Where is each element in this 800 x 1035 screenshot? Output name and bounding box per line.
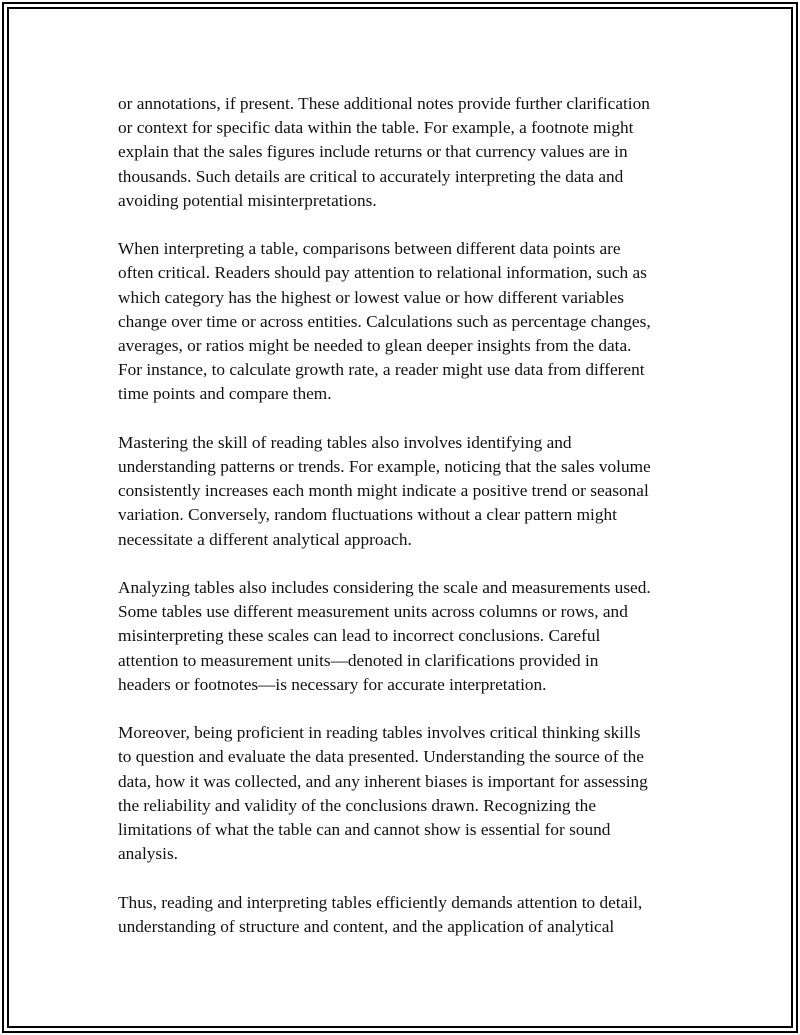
text-line: Mastering the skill of reading tables also involves identifying and — [118, 432, 572, 452]
text-line: consistently increases each month might indicate a positive trend or seasonal — [118, 481, 649, 501]
text-line: understanding patterns or trends. For example, noticing that the sales volume — [118, 457, 651, 477]
text-line: averages, or ratios might be needed to glean deeper insights from the data. — [118, 336, 632, 356]
text-line: Analyzing tables also includes considering the scale and measurements used. — [118, 578, 651, 598]
text-line: misinterpreting these scales can lead to incorrect conclusions. Careful — [118, 626, 601, 646]
text-line: When interpreting a table, comparisons between different data points are — [118, 239, 621, 259]
text-line: or context for specific data within the table. For example, a footnote might — [118, 118, 634, 138]
text-line: the reliability and validity of the conclusions drawn. Recognizing the — [118, 795, 596, 815]
text-line: necessitate a different analytical approach. — [118, 529, 412, 549]
paragraph-4 — [118, 576, 692, 697]
text-line: analysis. — [118, 844, 178, 864]
text-line: For instance, to calculate growth rate, a reader might use data from different — [118, 360, 645, 380]
text-line: avoiding potential misinterpretations. — [118, 190, 377, 210]
text-line: Some tables use different measurement units across columns or rows, and — [118, 602, 628, 622]
text-line: headers or footnotes—is necessary for accurate interpretation. — [118, 674, 547, 694]
text-line: understanding of structure and content, and the application of analytical — [118, 916, 615, 936]
text-line: often critical. Readers should pay attention to relational information, such as — [118, 263, 647, 283]
paragraph-1 — [118, 92, 692, 213]
text-line: explain that the sales figures include returns or that currency values are in — [118, 142, 628, 162]
text-line: limitations of what the table can and cannot show is essential for sound — [118, 820, 611, 840]
paragraph-5 — [118, 721, 692, 866]
document-body — [118, 92, 692, 963]
paragraph-3 — [118, 431, 692, 552]
text-line: Moreover, being proficient in reading tables involves critical thinking skills — [118, 723, 641, 743]
paragraph-2 — [118, 237, 692, 406]
text-line: or annotations, if present. These additional notes provide further clarification — [118, 94, 650, 113]
text-line: variation. Conversely, random fluctuations without a clear pattern might — [118, 505, 617, 525]
text-line: time points and compare them. — [118, 384, 332, 404]
text-line: Thus, reading and interpreting tables efficiently demands attention to detail, — [118, 892, 643, 912]
text-line: to question and evaluate the data presented. Understanding the source of the — [118, 747, 644, 767]
paragraph-6 — [118, 891, 692, 939]
text-line: change over time or across entities. Calculations such as percentage changes, — [118, 311, 651, 331]
text-line: data, how it was collected, and any inherent biases is important for assessing — [118, 771, 648, 791]
text-line: which category has the highest or lowest value or how different variables — [118, 287, 624, 307]
text-line: attention to measurement units—denoted in clarifications provided in — [118, 650, 599, 670]
text-line: thousands. Such details are critical to accurately interpreting the data and — [118, 166, 624, 186]
